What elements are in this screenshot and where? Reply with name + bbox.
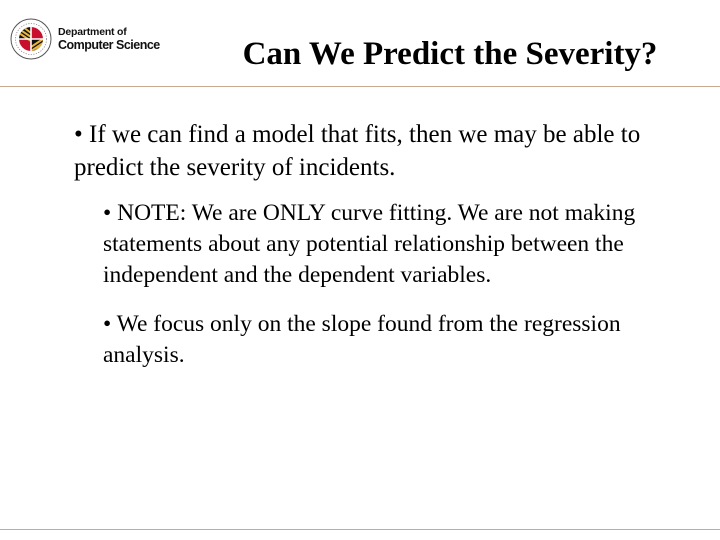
slide-content <box>74 118 694 389</box>
department-logo <box>10 14 170 64</box>
sub-bullets <box>103 198 694 371</box>
university-seal-icon <box>10 18 52 60</box>
slide-title: Can We Predict the Severity? <box>242 36 658 72</box>
sub-bullet-1: • NOTE: We are ONLY curve fitting. We are not making statements about any potential relationship between the independent and the dependent variables. <box>103 200 636 288</box>
department-name <box>58 27 160 51</box>
top-divider <box>0 86 720 87</box>
bullet-1: • If we can find a model that fits, then we may be able to predict the severity of incidents. <box>74 121 641 181</box>
bottom-divider <box>0 529 720 530</box>
department-name-line2: Computer Science <box>58 37 160 52</box>
department-name-line1: Department of <box>58 26 127 38</box>
sub-bullet-2: • We focus only on the slope found from the regression analysis. <box>103 311 621 368</box>
